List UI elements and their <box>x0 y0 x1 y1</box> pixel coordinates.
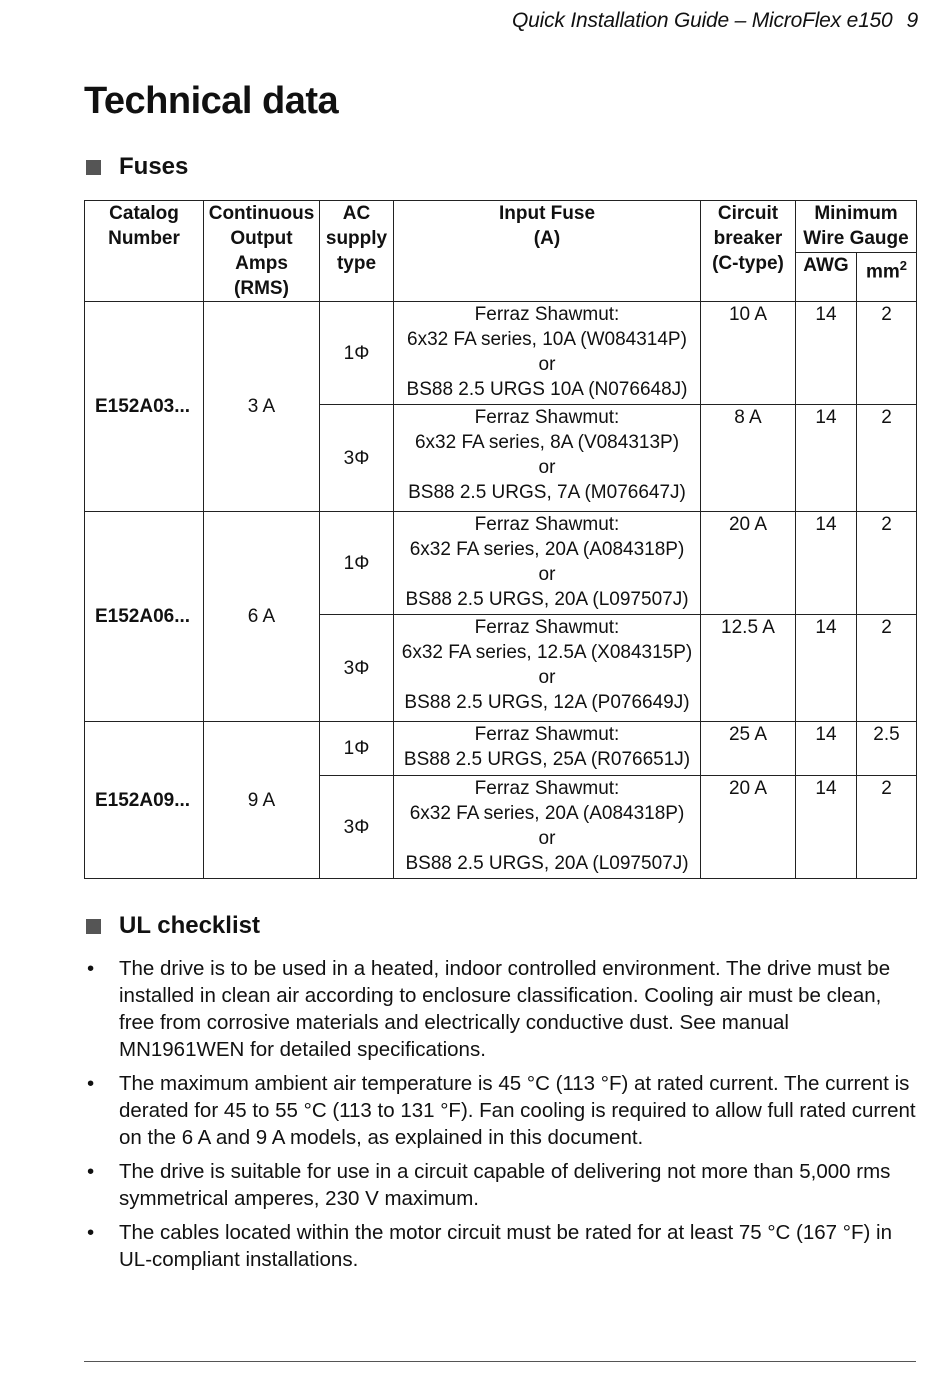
square-bullet-icon <box>86 919 101 934</box>
breaker-cell: 20 A <box>701 776 796 879</box>
bullet-icon: • <box>87 1160 95 1183</box>
fuse-cell: Ferraz Shawmut: 6x32 FA series, 20A (A084318P) or BS88 2.5 URGS, 20A (L097507J) <box>394 776 701 879</box>
header-title: Quick Installation Guide – MicroFlex e150 <box>512 9 893 32</box>
breaker-cell: 12.5 A <box>701 615 796 722</box>
list-item <box>84 1070 916 1151</box>
ul-checklist-heading <box>86 912 260 940</box>
col-header-breaker: Circuit breaker (C-type) <box>701 201 796 302</box>
phase-cell: 3Φ <box>320 615 394 722</box>
breaker-cell: 20 A <box>701 512 796 615</box>
phase-cell: 3Φ <box>320 405 394 512</box>
awg-cell: 14 <box>796 302 857 405</box>
col-header-mm2: $mm^2$ <box>857 252 917 302</box>
list-item <box>84 1219 916 1273</box>
phase-cell: 3Φ <box>320 776 394 879</box>
page-title: Technical data <box>84 80 339 122</box>
catalog-cell: E152A03... <box>85 302 204 512</box>
fuse-cell: Ferraz Shawmut: 6x32 FA series, 20A (A084318P) or BS88 2.5 URGS, 20A (L097507J) <box>394 512 701 615</box>
fuses-heading <box>86 153 188 181</box>
bullet-icon: • <box>87 1072 95 1095</box>
ul-checklist <box>84 955 916 1280</box>
mm2-cell: 2 <box>857 512 917 615</box>
list-item-text: The drive is suitable for use in a circuit capable of delivering not more than 5,000 rms symmetrical amperes, 230 V maximum. <box>119 1160 891 1210</box>
mm2-cell: 2.5 <box>857 722 917 776</box>
phase-cell: 1Φ <box>320 722 394 776</box>
phase-cell: 1Φ <box>320 302 394 405</box>
list-item-text: The cables located within the motor circuit must be rated for at least 75 °C (167 °F) in UL-compliant installations. <box>119 1221 892 1271</box>
col-header-supply: AC supply type <box>320 201 394 302</box>
col-header-output: Continuous Output Amps (RMS) <box>204 201 320 302</box>
fuse-cell: Ferraz Shawmut: BS88 2.5 URGS, 25A (R076651J) <box>394 722 701 776</box>
running-header <box>512 9 918 33</box>
phase-cell: 1Φ <box>320 512 394 615</box>
awg-cell: 14 <box>796 405 857 512</box>
mm2-cell: 2 <box>857 302 917 405</box>
awg-cell: 14 <box>796 776 857 879</box>
bullet-icon: • <box>87 1221 95 1244</box>
col-header-fuse: Input Fuse (A) <box>394 201 701 302</box>
list-item <box>84 1158 916 1212</box>
breaker-cell: 10 A <box>701 302 796 405</box>
list-item <box>84 955 916 1063</box>
table-header-row <box>85 201 917 253</box>
table-row <box>85 722 917 776</box>
footer-rule <box>84 1361 916 1362</box>
col-header-awg: AWG <box>796 252 857 302</box>
col-header-catalog: Catalog Number <box>85 201 204 302</box>
mm2-cell: 2 <box>857 776 917 879</box>
page-number: 9 <box>906 9 918 32</box>
mm2-cell: 2 <box>857 615 917 722</box>
ul-checklist-heading-label: UL checklist <box>119 912 260 939</box>
list-item-text: The maximum ambient air temperature is 45 °C (113 °F) at rated current. The current is derated for 45 to 55 °C (113 to 131 °F). Fan cooling is required to allow full rated current on the 6 A and 9 A models, as explained in this document. <box>119 1072 916 1149</box>
mm2-cell: 2 <box>857 405 917 512</box>
fuse-cell: Ferraz Shawmut: 6x32 FA series, 12.5A (X084315P) or BS88 2.5 URGS, 12A (P076649J) <box>394 615 701 722</box>
catalog-cell: E152A09... <box>85 722 204 879</box>
awg-cell: 14 <box>796 615 857 722</box>
col-header-gauge: Minimum Wire Gauge <box>796 201 917 253</box>
fuse-cell: Ferraz Shawmut: 6x32 FA series, 8A (V084313P) or BS88 2.5 URGS, 7A (M076647J) <box>394 405 701 512</box>
table-row <box>85 302 917 405</box>
amps-cell: 9 A <box>204 722 320 879</box>
fuse-cell: Ferraz Shawmut: 6x32 FA series, 10A (W084314P) or BS88 2.5 URGS 10A (N076648J) <box>394 302 701 405</box>
table-row <box>85 512 917 615</box>
amps-cell: 6 A <box>204 512 320 722</box>
bullet-icon: • <box>87 957 95 980</box>
amps-cell: 3 A <box>204 302 320 512</box>
catalog-cell: E152A06... <box>85 512 204 722</box>
fuse-table <box>84 200 917 879</box>
awg-cell: 14 <box>796 722 857 776</box>
breaker-cell: 25 A <box>701 722 796 776</box>
fuses-heading-label: Fuses <box>119 153 189 180</box>
list-item-text: The drive is to be used in a heated, indoor controlled environment. The drive must be installed in clean air according to enclosure classification. Cooling air must be clean, free from corrosive materials and electrically conductive dust. See manual MN1961WEN for detailed specifications. <box>119 957 891 1061</box>
awg-cell: 14 <box>796 512 857 615</box>
breaker-cell: 8 A <box>701 405 796 512</box>
square-bullet-icon <box>86 160 101 175</box>
